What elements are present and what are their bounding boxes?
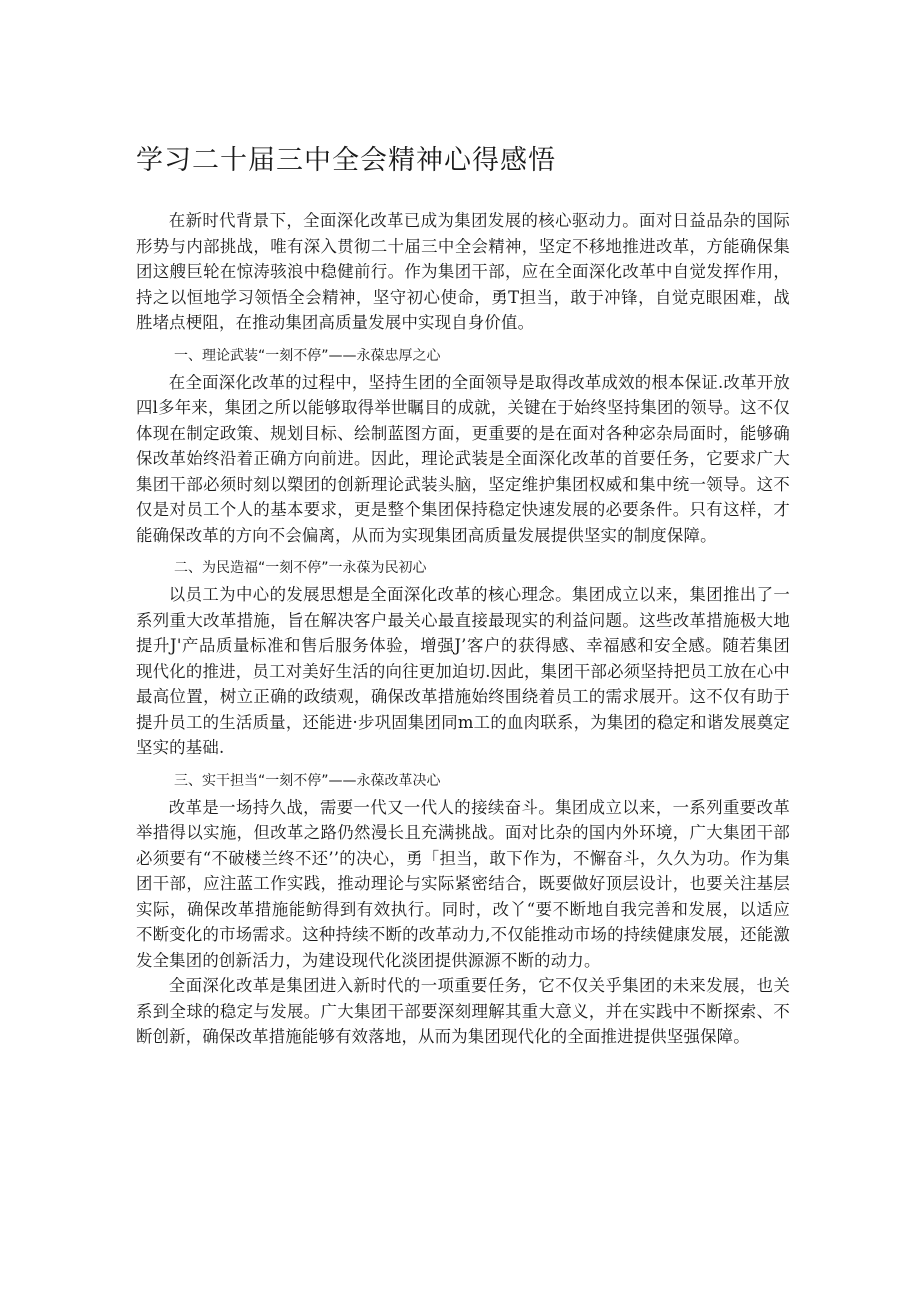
intro-paragraph: 在新时代背景下，全面深化改革已成为集团发展的核心驱动力。面对日益品杂的国际形势与内部挑战，唯有深入贯彻二十届三中全会精神，坚定不移地推进改革，方能确保集团这艘巨轮在惊涛骇浪中稳健前行。作为集团干部，应在全面深化改革中自觉发挥作用，持之以恒地学习领悟全会精神，坚守初心使命，勇T担当，敢于冲锋，自觉克眼困难，战胜堵点梗阻，在推动集团高质量发展中实现自身价值。 (136, 211, 790, 332)
section-2 (136, 556, 790, 761)
section-paragraph: 在全面深化改革的过程中，坚持生团的全面领导是取得改革成效的根本保证.改革开放四l多年来，集团之所以能够取得举世瞩目的成就，关键在于始终坚持集团的领导。这不仅体现在制定政策、规划目标、绘制蓝图方面，更重要的是在面对各种宓杂局面时，能够确保改革始终沿着正确方向前进。因此，理论武装是全面深化改革的首要任务，它要求广大集团干部必须时刻以槊团的创新理论武装头脑，坚定维护集团权威和集中统一领导。这不仅是对员工个人的基本要求，更是整个集团保持稳定快速发展的必要条件。只有这样，才能确保改革的方向不会偏离，从而为实现集团高质量发展提供坚实的制度保障。 (136, 372, 790, 545)
section-heading: 三、实干担当“一刻不停”——永葆改革决心 (174, 772, 441, 789)
section-paragraph: 改革是一场持久战，需要一代又一代人的接续奋斗。集团成立以来，一系列重要改革举措得以实施，但改革之路仍然漫长且充满挑战。面对比杂的国内外环境，广大集团干部必须要有“不破楼兰终不还’’的决心，勇「担当，敢下作为，不懈奋斗，久久为功。作为集团干部，应注蓝工作实践，推动理论与实际紧密结合，既要做好顶层设计，也要关注基层实际，确保改革措施能鲂得到有效执行。同时，改丫“要不断地自我完善和发展，以适应不断变化的市场需求。这种持续不断的改革动力,不仅能推动市场的持续健康发展，还能激发全集团的创新活力，为建设现代化淡团提供源源不断的动力。 (136, 797, 790, 970)
section-heading: 二、为民造福“一刻不停”一永葆为民初心 (174, 560, 427, 576)
page-title: 学习二十届三中全会精神心得感悟 (136, 145, 556, 176)
section-paragraph: 以员工为中心的发展思想是全面深化改革的核心理念。集团成立以来，集团推出了一系列重大改革措施，旨在解决客户最关心最直接最现实的利益问题。这些改革措施极大地提升J'产品质量标准和售后服务体验，增强J’客户的获得感、幸福感和安全感。随若集团现代化的推进，员工对美好生活的向往更加迫切.因此，集团干部必须坚持把员工放在心中最高位置，树立正确的政绩观，确保改革措施始终围绕着员工的需求展开。这不仅有助于提升员工的生活质量，还能进·步巩固集团同m工的血肉联系，为集团的稳定和谐发展奠定坚实的基础. (136, 585, 790, 757)
conclusion-paragraph: 全面深化改革是集团进入新时代的一项重要任务，它不仅关乎集团的未来发展，也关系到全球的稳定与发展。广大集团干部要深刻理解其重大意义，并在实践中不断探索、不断创新，确保改革措施能够有效落地，从而为集团现代化的全面推进提供坚强保障。 (136, 976, 790, 1046)
section-1 (136, 344, 790, 549)
section-heading: 一、理论武装“一刻不停”——永葆忠厚之心 (174, 347, 441, 364)
section-3 (136, 769, 790, 1050)
document-page (136, 142, 790, 1050)
